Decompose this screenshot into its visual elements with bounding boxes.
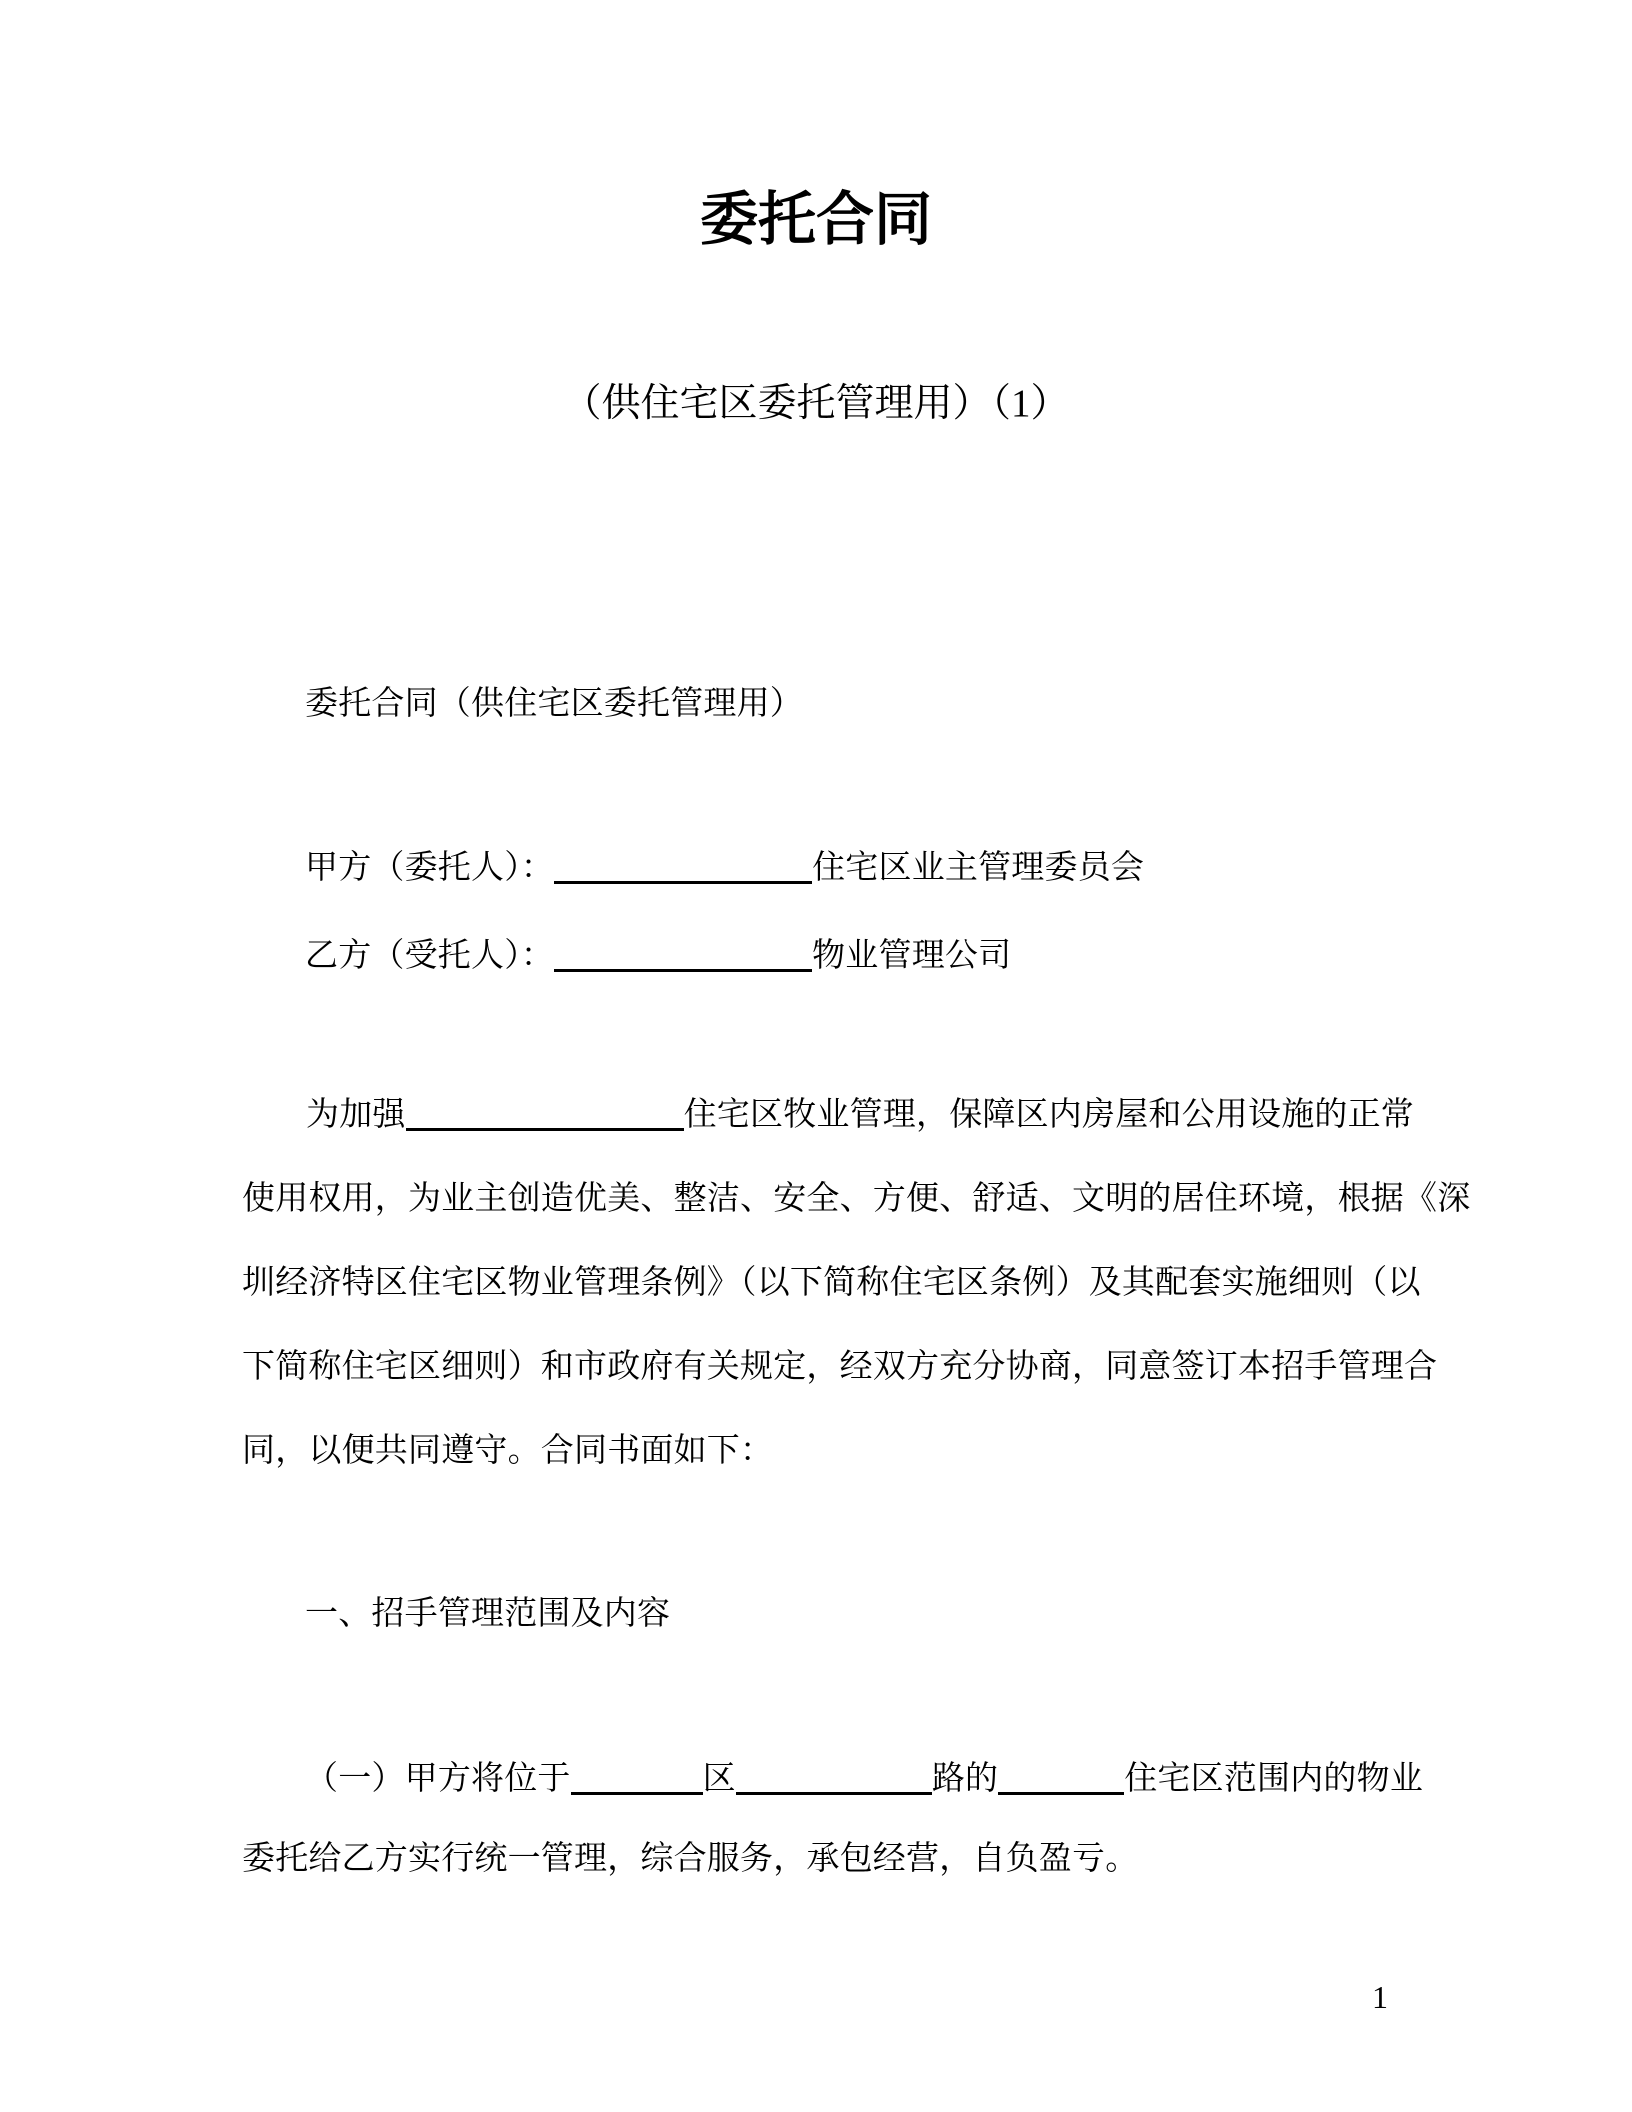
party-a-suffix: 住宅区业主管理委员会 <box>812 850 1145 886</box>
document-title: 委托合同 <box>699 187 932 252</box>
clause-1-seg-3: 路的 <box>931 1761 999 1797</box>
clause-1-line-2: 委托给乙方实行统一管理，综合服务，承包经营，自负盈亏。 <box>242 1841 1139 1877</box>
road-blank-field <box>736 1764 932 1795</box>
party-a-line <box>305 848 1144 888</box>
preamble-line-5: 同，以便共同遵守。合同书面如下： <box>242 1433 774 1469</box>
district-blank-field <box>571 1764 703 1795</box>
preamble-blank-field <box>406 1100 684 1131</box>
document-subtitle: （供住宅区委托管理用）（1） <box>562 382 1070 425</box>
preamble-line-1 <box>306 1095 1414 1135</box>
preamble-line-3: 圳经济特区住宅区物业管理条例》（以下简称住宅区条例）及其配套实施细则（以 <box>242 1265 1421 1301</box>
clause-1-seg-4: 住宅区范围内的物业 <box>1124 1761 1424 1797</box>
document-label-line: 委托合同（供住宅区委托管理用） <box>305 686 803 722</box>
party-b-blank-field <box>554 941 812 972</box>
clause-1-seg-1: （一）甲方将位于 <box>305 1761 571 1797</box>
party-a-label: 甲方（委托人）： <box>305 850 555 886</box>
party-b-label: 乙方（受托人）： <box>305 938 555 974</box>
preamble-line-4: 下简称住宅区细则）和市政府有关规定，经双方充分协商，同意签订本招手管理合 <box>242 1349 1438 1385</box>
preamble-line-2: 使用权用，为业主创造优美、整洁、安全、方便、舒适、文明的居住环境，根据《深 <box>242 1181 1471 1217</box>
estate-blank-field <box>998 1764 1124 1795</box>
section-1-heading: 一、招手管理范围及内容 <box>305 1596 671 1632</box>
preamble-l1-before: 为加强 <box>306 1097 406 1133</box>
clause-1-seg-2: 区 <box>702 1761 736 1797</box>
party-a-blank-field <box>554 853 812 884</box>
party-b-suffix: 物业管理公司 <box>812 938 1012 974</box>
party-b-line <box>305 936 1011 976</box>
page-number: 1 <box>1372 1979 1388 2015</box>
clause-1-line-1 <box>305 1759 1423 1799</box>
preamble-l1-after: 住宅区牧业管理，保障区内房屋和公用设施的正常 <box>683 1097 1415 1133</box>
